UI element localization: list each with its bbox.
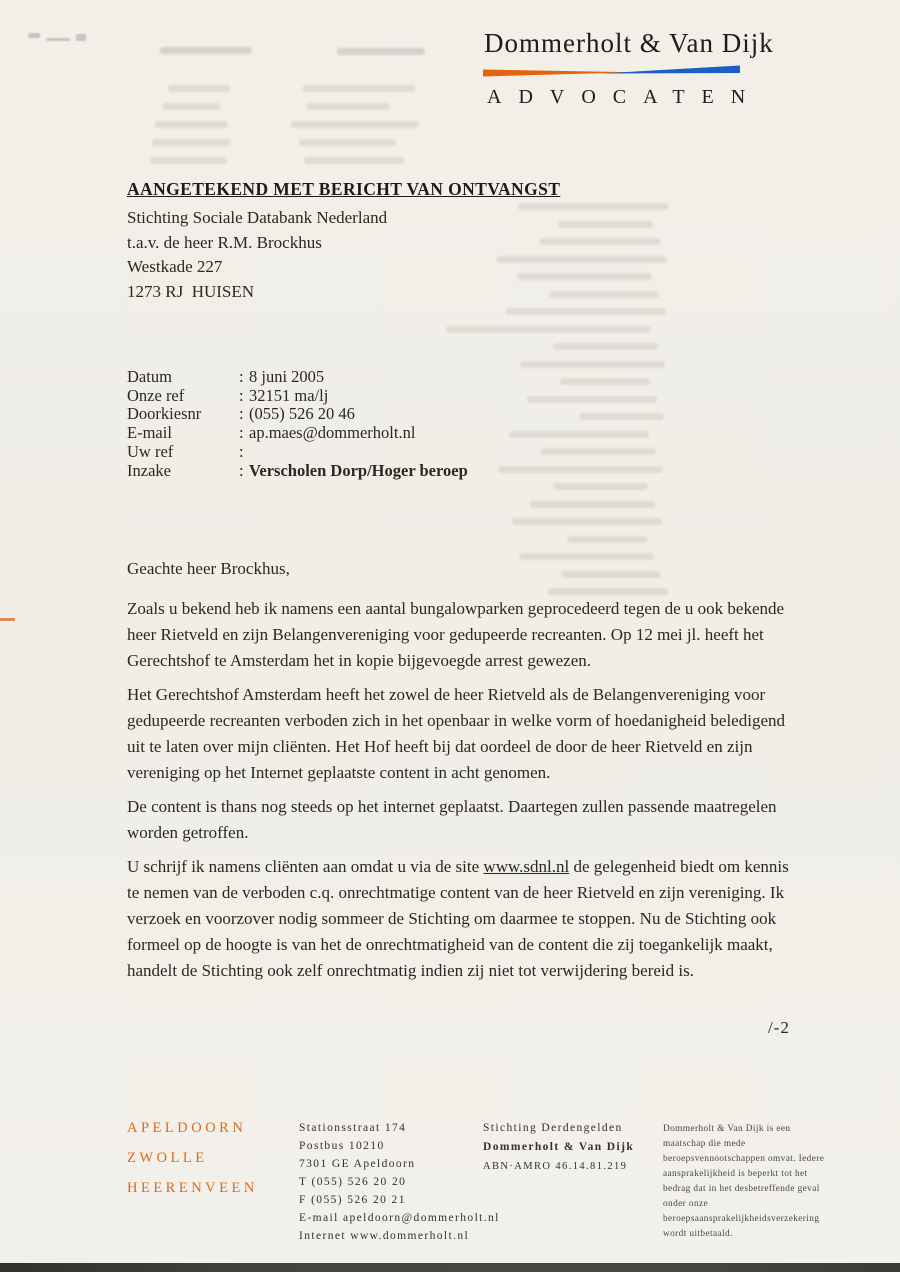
footer-address-line: 7301 GE Apeldoorn xyxy=(299,1158,416,1170)
footer-address-line: Internet www.dommerholt.nl xyxy=(299,1230,470,1242)
bleedthrough-line xyxy=(506,308,666,315)
bleedthrough-line xyxy=(160,47,252,54)
pencil-mark xyxy=(28,33,40,38)
footer-address-line: E-mail apeldoorn@dommerholt.nl xyxy=(299,1212,500,1224)
reference-field-row xyxy=(127,443,468,462)
reference-field-value: Verscholen Dorp/Hoger beroep xyxy=(249,460,468,480)
footer-address-line: F (055) 526 20 21 xyxy=(299,1194,406,1206)
letter-body xyxy=(127,556,797,992)
reference-field-value: ap.maes@dommerholt.nl xyxy=(249,423,416,443)
reference-field-label: Inzake xyxy=(127,460,171,480)
bleedthrough-line xyxy=(446,326,651,333)
recipient-block xyxy=(127,179,560,304)
bleedthrough-line xyxy=(579,413,664,420)
bleedthrough-line xyxy=(549,291,659,298)
bleedthrough-line xyxy=(527,396,657,403)
reference-field-row xyxy=(127,424,468,443)
salutation: Geachte heer Brockhus, xyxy=(127,559,290,578)
reference-field-colon: : xyxy=(239,367,244,386)
recipient-address-line: 1273 RJ HUISEN xyxy=(127,281,255,301)
letter-paragraph xyxy=(127,682,797,786)
recipient-address-line: t.a.v. de heer R.M. Brockhus xyxy=(127,232,322,252)
bleedthrough-line xyxy=(152,139,231,146)
bleedthrough-line xyxy=(530,501,655,508)
firm-name: Dommerholt & Van Dijk xyxy=(484,28,774,58)
reference-field-colon: : xyxy=(239,404,244,424)
registered-mail-heading: AANGETEKEND MET BERICHT VAN ONTVANGST xyxy=(127,179,561,199)
reference-field-label: Doorkiesnr xyxy=(127,404,202,424)
footer-address-line: T (055) 526 20 20 xyxy=(299,1176,407,1188)
footer-office-name: HEERENVEEN xyxy=(127,1180,258,1196)
inline-link-text: www.sdnl.nl xyxy=(483,857,570,876)
scan-edge xyxy=(0,1263,900,1272)
reference-field-row xyxy=(127,405,468,424)
reference-field-colon: : xyxy=(239,460,244,480)
derdengelden-line: Dommerholt & Van Dijk xyxy=(483,1141,635,1153)
bleedthrough-line xyxy=(509,431,649,438)
reference-fields xyxy=(127,368,468,480)
derdengelden-bank-account: ABN·AMRO 46.14.81.219 xyxy=(483,1161,628,1172)
bleedthrough-line xyxy=(291,121,419,128)
recipient-address-line: Westkade 227 xyxy=(127,257,223,276)
bleedthrough-line xyxy=(541,448,656,455)
bleedthrough-line xyxy=(303,85,415,92)
reference-field-colon: : xyxy=(239,423,244,443)
margin-mark xyxy=(0,618,15,621)
recipient-address xyxy=(127,206,560,304)
bleedthrough-line xyxy=(498,466,663,473)
footer-disclaimer: Dommerholt & Van Dijk is een maatschap die mede beroepsvennootschappen omvat. Iedere aansprakelijkheid is beperkt tot het bedrag dat in het desbetreffende geval onder onze beroepsaansprakelijkheidsverzekering wordt uitbetaald. xyxy=(663,1124,825,1239)
reference-field-label: Uw ref xyxy=(127,441,174,461)
footer-derdengelden-block xyxy=(483,1119,634,1176)
recipient-address-line: Stichting Sociale Databank Nederland xyxy=(127,208,388,227)
reference-field-label: E-mail xyxy=(127,423,172,443)
paragraph-text: U schrijf ik namens cliënten aan omdat u via de site xyxy=(127,857,484,876)
pencil-mark xyxy=(46,38,70,41)
bleedthrough-line xyxy=(553,483,648,490)
reference-field-colon: : xyxy=(239,441,244,461)
paragraph-text: de gelegenheid biedt om kennis te nemen van de verboden c.q. onrechtmatige content van de heer Rietveld en zijn vereniging. Ik verzoek en voorzover nodig sommeer de Stichting om daarmee te stoppen. Nu de Stichting ook formeel op de hoogte is van het de onrechtmatigheid van de content die zij toegankelijk maakt, handelt de Stichting ook zelf onrechtmatig indien zij niet tot verwijdering bereid is. xyxy=(127,857,789,980)
reference-field-row xyxy=(127,462,468,481)
bleedthrough-line xyxy=(520,361,665,368)
reference-field-label: Datum xyxy=(127,367,172,386)
letterhead-swoosh xyxy=(483,64,740,79)
page-number: /-2 xyxy=(768,1018,790,1037)
footer-address-line: Stationsstraat 174 xyxy=(299,1122,407,1134)
bleedthrough-line xyxy=(512,518,662,525)
reference-field-row xyxy=(127,387,468,406)
derdengelden-line: Stichting Derdengelden xyxy=(483,1122,623,1134)
footer-address-line: Postbus 10210 xyxy=(299,1140,385,1152)
bleedthrough-line xyxy=(553,343,658,350)
footer-address-block xyxy=(299,1119,500,1245)
bleedthrough-line xyxy=(155,121,228,128)
firm-subtitle: ADVOCATEN xyxy=(487,86,763,108)
letter-paragraphs xyxy=(127,596,797,984)
reference-field-value: (055) 526 20 46 xyxy=(249,404,355,424)
bleedthrough-line xyxy=(337,48,425,55)
bleedthrough-line xyxy=(567,536,647,543)
letter-paragraph xyxy=(127,596,797,674)
letter-paragraph xyxy=(127,854,797,984)
reference-field-value: 8 juni 2005 xyxy=(249,367,325,386)
bleedthrough-line xyxy=(163,103,220,110)
footer-office-list xyxy=(127,1113,258,1203)
reference-field-value: 32151 ma/lj xyxy=(249,385,329,405)
bleedthrough-line xyxy=(558,221,653,228)
bleedthrough-line xyxy=(306,103,390,110)
bleedthrough-line xyxy=(299,139,396,146)
footer-office-name: APELDOORN xyxy=(127,1120,247,1136)
reference-field-colon: : xyxy=(239,385,244,405)
bleedthrough-line xyxy=(150,157,227,164)
bleedthrough-line xyxy=(168,85,230,92)
paragraph-text: De content is thans nog steeds op het internet geplaatst. Daartegen zullen passende maatregelen worden getroffen. xyxy=(127,797,777,842)
letter-paragraph xyxy=(127,794,797,846)
bleedthrough-line xyxy=(304,157,404,164)
reference-field-label: Onze ref xyxy=(127,385,185,405)
paragraph-text: Het Gerechtshof Amsterdam heeft het zowel de heer Rietveld als de Belangenvereniging voor gedupeerde recreanten verboden zich in het openbaar in welke vorm of hoedanigheid beledigend uit te laten over mijn cliënten. Het Hof heeft bij dat oordeel de door de heer Rietveld en zijn vereniging op het Internet geplaatste content in acht genomen. xyxy=(127,685,785,782)
paragraph-text: Zoals u bekend heb ik namens een aantal bungalowparken geprocedeerd tegen de u ook bekende heer Rietveld en zijn Belangenvereniging voor gedupeerde recreanten. Op 12 mei jl. heeft het Gerechtshof te Amsterdam het in kopie bijgevoegde arrest gewezen. xyxy=(127,599,785,670)
bleedthrough-line xyxy=(560,378,650,385)
pencil-mark xyxy=(76,34,86,41)
footer-office-name: ZWOLLE xyxy=(127,1150,208,1166)
reference-field-row xyxy=(127,368,468,387)
